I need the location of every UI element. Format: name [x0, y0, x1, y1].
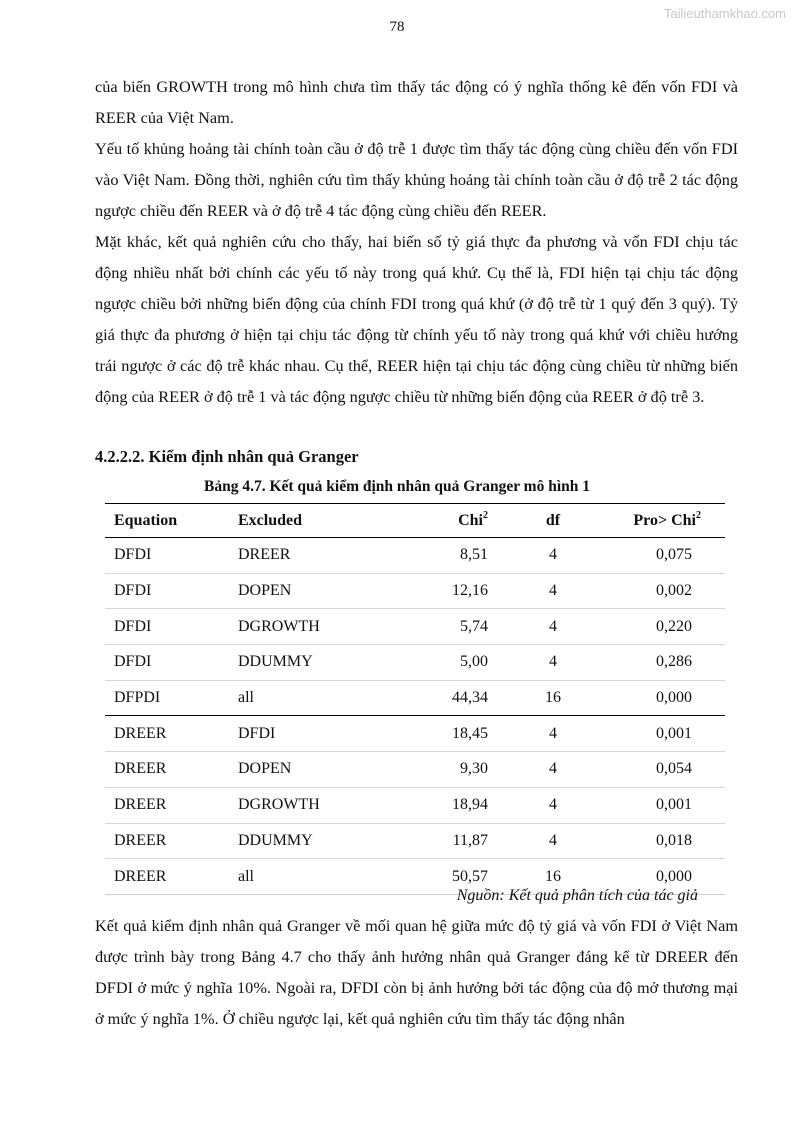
table-source: Nguồn: Kết quả phân tích của tác giả [456, 887, 698, 904]
table-body [105, 538, 725, 895]
cell-prob: 0,075 [656, 546, 692, 564]
cell-prob: 0,000 [656, 867, 692, 885]
cell-equation: DREER [114, 796, 167, 814]
table-row [105, 680, 725, 716]
cell-prob: 0,286 [656, 653, 692, 671]
cell-chi: 18,94 [452, 796, 488, 814]
cell-df: 4 [549, 653, 557, 671]
cell-chi: 44,34 [452, 689, 488, 707]
paragraph-growth: của biến GROWTH trong mô hình chưa tìm thấy tác động có ý nghĩa thống kê đến vốn FDI và REER của Việt Nam. [95, 77, 738, 127]
table-row [105, 752, 725, 788]
cell-df: 4 [549, 760, 557, 778]
table-row [105, 787, 725, 823]
table-row [105, 645, 725, 681]
cell-df: 4 [549, 724, 557, 742]
watermark: Tailieuthamkhao.com [663, 6, 786, 21]
granger-table [105, 503, 725, 895]
cell-equation: DREER [114, 831, 167, 849]
cell-excluded: DDUMMY [238, 653, 313, 671]
header-excluded: Excluded [238, 511, 303, 529]
cell-equation: DFDI [114, 653, 152, 671]
table-caption: Bảng 4.7. Kết quả kiểm định nhân quả Granger mô hình 1 [203, 478, 591, 495]
cell-chi: 50,57 [452, 867, 488, 885]
header-df: df [545, 511, 561, 529]
cell-equation: DREER [114, 760, 167, 778]
table-row [105, 716, 725, 752]
cell-df: 4 [549, 617, 557, 635]
cell-equation: DREER [114, 724, 167, 742]
cell-chi: 11,87 [452, 831, 488, 849]
page-number: 78 [389, 19, 405, 35]
cell-excluded: DGROWTH [238, 796, 320, 814]
cell-df: 4 [549, 546, 557, 564]
cell-chi: 9,30 [460, 760, 488, 778]
cell-excluded: DOPEN [238, 582, 292, 600]
table-row [105, 538, 725, 574]
cell-excluded: DDUMMY [238, 831, 313, 849]
table-row [105, 609, 725, 645]
table-header-row [105, 504, 725, 538]
cell-excluded: all [238, 689, 254, 707]
cell-prob: 0,001 [656, 796, 692, 814]
header-equation: Equation [114, 511, 178, 529]
cell-excluded: DOPEN [238, 760, 292, 778]
cell-excluded: DFDI [238, 724, 276, 742]
paragraph-reer-fdi: Mặt khác, kết quả nghiên cứu cho thấy, hai biến số tỷ giá thực đa phương và vốn FDI chịu tác động nhiều nhất bởi chính các yếu tố này trong quá khứ. Cụ thể là, FDI hiện tại chịu tác động ngược chiều bởi những biến động của chính FDI trong quá khứ (ở độ trễ từ 1 quý đến 3 quý). Tỷ giá thực đa phương ở hiện tại chịu tác động từ chính yếu tố này trong quá khứ với chiều hướng trái ngược ở các độ trễ khác nhau. Cụ thể, REER hiện tại chịu tác động cùng chiều từ những biến động của REER ở độ trễ 1 và tác động ngược chiều từ những biến động của REER ở độ trễ 3. [95, 232, 738, 406]
cell-prob: 0,002 [656, 582, 692, 600]
table-row [105, 823, 725, 859]
cell-equation: DFDI [114, 546, 152, 564]
cell-prob: 0,054 [656, 760, 692, 778]
cell-equation: DREER [114, 867, 167, 885]
cell-chi: 18,45 [452, 724, 488, 742]
cell-prob: 0,018 [656, 831, 692, 849]
cell-df: 16 [545, 689, 561, 707]
cell-df: 4 [549, 582, 557, 600]
table-row [105, 573, 725, 609]
header-chi: Chi$^2$ [458, 509, 488, 529]
paragraph-granger-result: Kết quả kiểm định nhân quả Granger về mối quan hệ giữa mức độ tỷ giá và vốn FDI ở Việt Nam được trình bày trong Bảng 4.7 cho thấy ảnh hưởng nhân quả Granger đáng kể từ DREER đến DFDI ở mức ý nghĩa 10%. Ngoài ra, DFDI còn bị ảnh hưởng bởi tác động của độ mở thương mại ở mức ý nghĩa 1%. Ở chiều ngược lại, kết quả nghiên cứu tìm thấy tác động nhân [95, 916, 738, 1028]
section-heading: 4.2.2.2. Kiểm định nhân quả Granger [95, 447, 359, 466]
cell-chi: 5,74 [460, 617, 488, 635]
cell-chi: 8,51 [460, 546, 488, 564]
cell-excluded: all [238, 867, 254, 885]
cell-excluded: DGROWTH [238, 617, 320, 635]
paragraph-crisis: Yếu tố khủng hoảng tài chính toàn cầu ở độ trễ 1 được tìm thấy tác động cùng chiều đến vốn FDI vào Việt Nam. Đồng thời, nghiên cứu tìm thấy khủng hoảng tài chính toàn cầu ở độ trễ 2 tác động ngược chiều đến REER và ở độ trễ 4 tác động cùng chiều đến REER. [95, 139, 738, 220]
cell-df: 4 [549, 831, 557, 849]
cell-prob: 0,001 [656, 724, 692, 742]
cell-equation: DFDI [114, 582, 152, 600]
cell-prob: 0,220 [656, 617, 692, 635]
cell-df: 16 [545, 867, 561, 885]
cell-df: 4 [549, 796, 557, 814]
cell-equation: DFDI [114, 617, 152, 635]
cell-chi: 5,00 [460, 653, 488, 671]
cell-chi: 12,16 [452, 582, 488, 600]
cell-excluded: DREER [238, 546, 291, 564]
cell-equation: DFPDI [114, 689, 161, 707]
header-prob: Pro> Chi$^2$ [633, 509, 701, 529]
cell-prob: 0,000 [656, 689, 692, 707]
